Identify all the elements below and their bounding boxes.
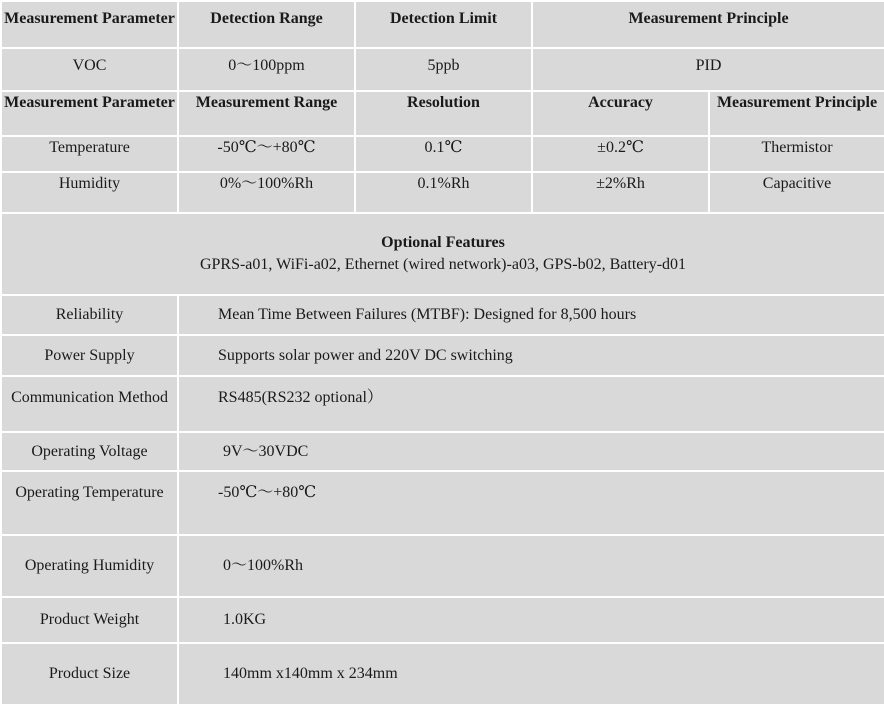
spec-label: Operating Humidity <box>1 535 178 597</box>
spec-row-reliability <box>1 295 884 335</box>
gas-cell-principle: PID <box>532 48 884 91</box>
sensor-header-accuracy: Accuracy <box>532 91 709 136</box>
sensor-cell-range: 0%～100%Rh <box>178 172 355 213</box>
spec-row-operating-temperature <box>1 471 884 535</box>
spec-label: Operating Temperature <box>1 471 178 535</box>
sensor-row-temperature <box>1 136 884 172</box>
sensor-cell-parameter: Humidity <box>1 172 178 213</box>
spec-value-text: 140mm x140mm x 234mm <box>223 665 398 682</box>
spec-label: Product Size <box>1 643 178 705</box>
sensor-cell-resolution: 0.1%Rh <box>355 172 532 213</box>
spec-row-voltage <box>1 432 884 471</box>
spec-value-text: 9V～30VDC <box>223 442 309 460</box>
optional-features-title: Optional Features <box>381 234 505 251</box>
sensor-header-range: Measurement Range <box>178 91 355 136</box>
sensor-header-row <box>1 91 884 136</box>
sensor-cell-principle: Capacitive <box>709 172 884 213</box>
gas-header-row <box>1 1 884 48</box>
optional-features-cell <box>1 213 884 295</box>
spec-label: Operating Voltage <box>1 432 178 471</box>
spec-value-text: -50℃～+80℃ <box>218 484 317 501</box>
sensor-cell-resolution: 0.1℃ <box>355 136 532 172</box>
sensor-row-humidity <box>1 172 884 213</box>
spec-value <box>178 643 884 705</box>
spec-value-text: Supports solar power and 220V DC switching <box>218 346 513 364</box>
optional-features-row <box>1 213 884 295</box>
spec-label: Power Supply <box>1 335 178 376</box>
spec-value <box>178 535 884 597</box>
gas-cell-parameter: VOC <box>1 48 178 91</box>
spec-row-product-weight <box>1 597 884 643</box>
gas-header-parameter: Measurement Parameter <box>1 1 178 48</box>
gas-row-voc <box>1 48 884 91</box>
spec-label: Reliability <box>1 295 178 335</box>
spec-value <box>178 432 884 471</box>
sensor-cell-accuracy: ±2%Rh <box>532 172 709 213</box>
spec-row-communication <box>1 376 884 432</box>
spec-value-text: RS485(RS232 optional） <box>218 389 383 406</box>
spec-row-product-size <box>1 643 884 705</box>
spec-value <box>178 376 884 432</box>
gas-cell-range: 0～100ppm <box>178 48 355 91</box>
gas-header-principle: Measurement Principle <box>532 1 884 48</box>
spec-value <box>178 335 884 376</box>
gas-header-detection-range: Detection Range <box>178 1 355 48</box>
optional-features-text: GPRS-a01, WiFi-a02, Ethernet (wired network)-a03, GPS-b02, Battery-d01 <box>199 256 687 273</box>
sensor-cell-principle: Thermistor <box>709 136 884 172</box>
spec-value <box>178 597 884 643</box>
spec-label: Communication Method <box>1 376 178 432</box>
sensor-header-resolution: Resolution <box>355 91 532 136</box>
sensor-cell-range: -50℃～+80℃ <box>178 136 355 172</box>
gas-header-detection-limit: Detection Limit <box>355 1 532 48</box>
spec-value <box>178 295 884 335</box>
sensor-header-principle: Measurement Principle <box>709 91 884 136</box>
spec-label: Product Weight <box>1 597 178 643</box>
spec-row-operating-humidity <box>1 535 884 597</box>
sensor-cell-parameter: Temperature <box>1 136 178 172</box>
spec-value-text: Mean Time Between Failures (MTBF): Designed for 8,500 hours <box>218 306 637 323</box>
sensor-cell-accuracy: ±0.2℃ <box>532 136 709 172</box>
spec-row-power-supply <box>1 335 884 376</box>
spec-value-text: 1.0KG <box>223 611 267 628</box>
spec-value <box>178 471 884 535</box>
gas-cell-limit: 5ppb <box>355 48 532 91</box>
sensor-header-parameter: Measurement Parameter <box>1 91 178 136</box>
spec-value-text: 0～100%Rh <box>223 557 304 574</box>
